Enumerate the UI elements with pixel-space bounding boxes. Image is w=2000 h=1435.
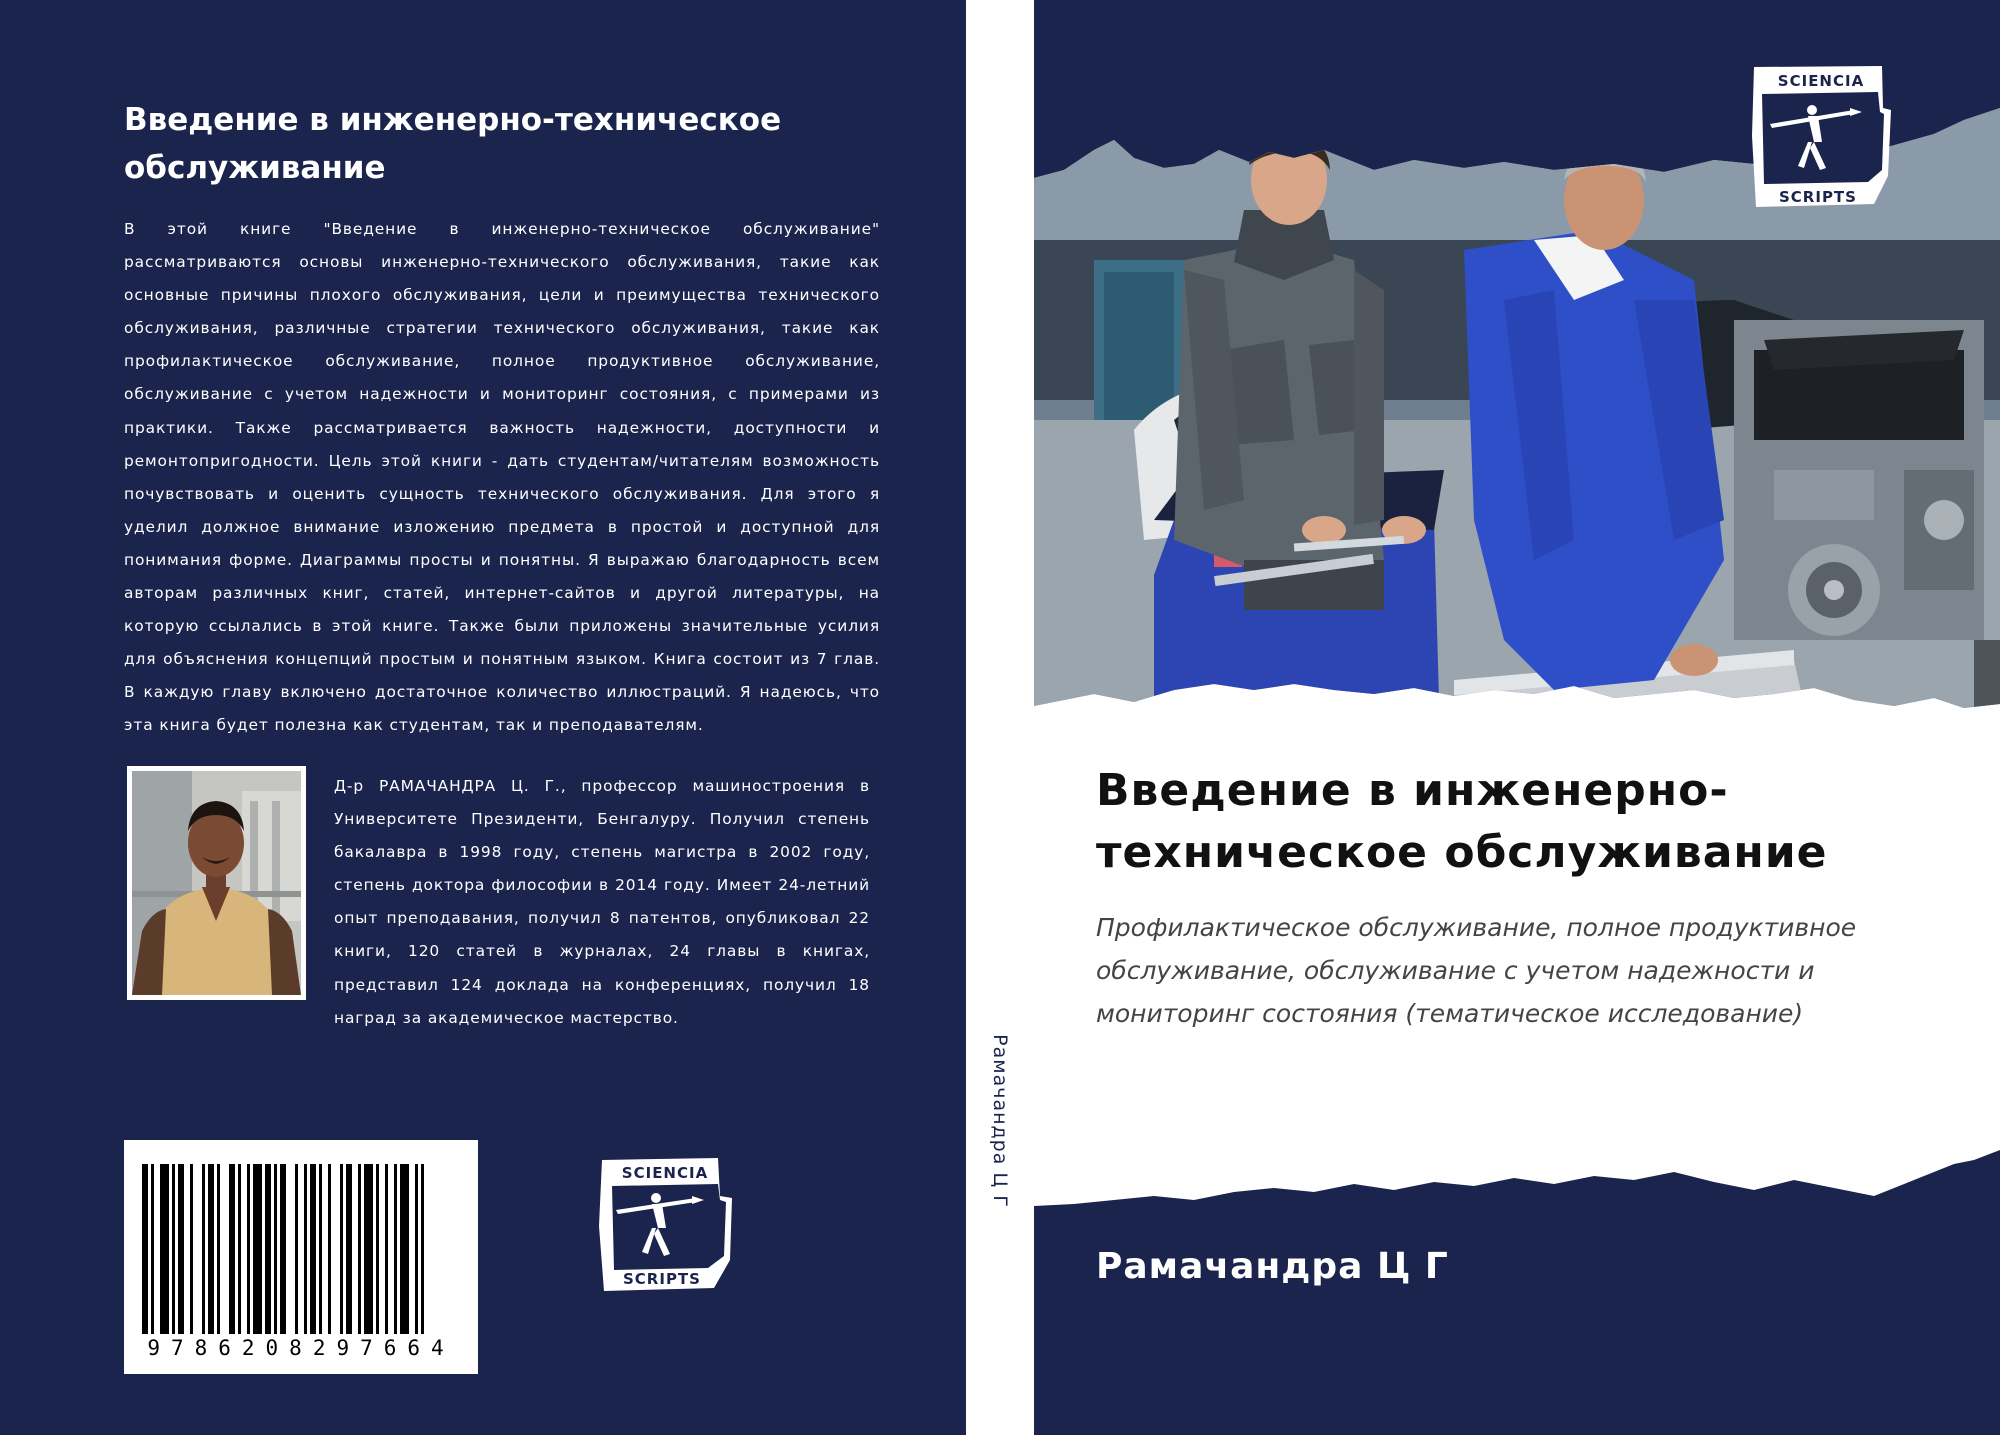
- barcode-bar: [202, 1164, 205, 1334]
- barcode-bar: [151, 1164, 154, 1334]
- barcode-bar: [394, 1164, 397, 1334]
- barcode-bar: [208, 1164, 214, 1334]
- spine: [966, 0, 1034, 1435]
- author-photo: [127, 766, 306, 1000]
- barcode-bar: [190, 1164, 193, 1334]
- barcode-bar: [247, 1164, 250, 1334]
- barcode-bar: [295, 1164, 298, 1334]
- barcode-bar: [253, 1164, 262, 1334]
- barcode-bars: [124, 1140, 478, 1340]
- front-cover-author: Рамачандра Ц Г: [1096, 1246, 1449, 1287]
- barcode-bar: [385, 1164, 388, 1334]
- barcode-bar: [376, 1164, 379, 1334]
- isbn-barcode: [124, 1140, 478, 1374]
- barcode-bar: [178, 1164, 184, 1334]
- back-cover-title: Введение в инженерно-техническое обслуживание: [124, 102, 782, 186]
- author-bio: Д-р РАМАЧАНДРА Ц. Г., профессор машиностроения в Университете Президенти, Бенгалуру. Получил степень бакалавра в 1998 году, степень магистра в 2002 году, степень доктора философии в 2014 году. Имеет 24-летний опыт преподавания, получил 8 патентов, опубликовал 22 книги, 120 статей в журналах, 24 главы в книгах, представил 124 доклада на конференциях, получил 18 наград за академическое мастерство.: [334, 777, 870, 1027]
- barcode-bar: [364, 1164, 373, 1334]
- barcode-bar: [217, 1164, 220, 1334]
- isbn-digits: 9786208297664: [147, 1336, 455, 1360]
- barcode-bar: [400, 1164, 409, 1334]
- barcode-bar: [229, 1164, 235, 1334]
- back-cover-description: В этой книге "Введение в инженерно-техническое обслуживание" рассматриваются основы инженерно-технического обслуживания, такие как основные причины плохого обслуживания, цели и преимущества технического обслуживания, различные стратегии технического обслуживания, такие как профилактическое обслуживание, полное продуктивное обслуживание, обслуживание с учетом надежности и мониторинг состояния, с примерами из практики. Также рассматривается важность надежности, доступности и ремонтопригодности. Цель этой книги - дать студентам/читателям возможность почувствовать и оценить сущность технического обслуживания. Для этого я уделил должное внимание изложению предмета в простой и доступной для понимания форме. Диаграммы просты и понятны. Я выражаю благодарность всем авторам различных книг, статей, интернет-сайтов и другой литературы, на которую ссылались в этой книге. Также были приложены значительные усилия для объяснения концепций простым и понятным языком. Книга состоит из 7 глав. В каждую главу включено достаточное количество иллюстраций. Я надеюсь, что эта книга будет полезна как студентам, так и преподавателям.: [124, 220, 880, 735]
- barcode-bar: [415, 1164, 418, 1334]
- spine-author: Рамачандра Ц Г: [989, 1034, 1011, 1208]
- sciencia-scripts-logo-front: [1750, 64, 1892, 210]
- barcode-bar: [274, 1164, 277, 1334]
- front-cover: [1034, 0, 2000, 1435]
- logo-bottom-text: SCRIPTS: [623, 1270, 701, 1288]
- barcode-bar: [304, 1164, 307, 1334]
- barcode-bar: [142, 1164, 148, 1334]
- barcode-bar: [328, 1164, 331, 1334]
- front-logo-bottom-text: SCRIPTS: [1779, 188, 1857, 206]
- barcode-bar: [160, 1164, 169, 1334]
- barcode-bar: [346, 1164, 352, 1334]
- barcode-bar: [280, 1164, 286, 1334]
- logo-top-text: SCIENCIA: [621, 1164, 709, 1182]
- barcode-bar: [358, 1164, 361, 1334]
- barcode-bar: [421, 1164, 424, 1334]
- back-cover: [0, 0, 966, 1435]
- barcode-bar: [340, 1164, 343, 1334]
- front-logo-top-text: SCIENCIA: [1777, 72, 1865, 90]
- barcode-bar: [310, 1164, 316, 1334]
- sciencia-scripts-logo: [596, 1156, 734, 1293]
- barcode-bar: [319, 1164, 322, 1334]
- front-cover-title: Введение в инженерно-техническое обслуживание: [1096, 765, 1828, 878]
- front-cover-top-band: [1034, 0, 2000, 720]
- front-cover-subtitle: Профилактическое обслуживание, полное продуктивное обслуживание, обслуживание с учетом надежности и мониторинг состояния (тематическое исследование): [1096, 913, 1857, 1028]
- front-cover-bottom-band: [1034, 1150, 2000, 1435]
- barcode-bar: [265, 1164, 271, 1334]
- barcode-bar: [172, 1164, 175, 1334]
- barcode-bar: [238, 1164, 241, 1334]
